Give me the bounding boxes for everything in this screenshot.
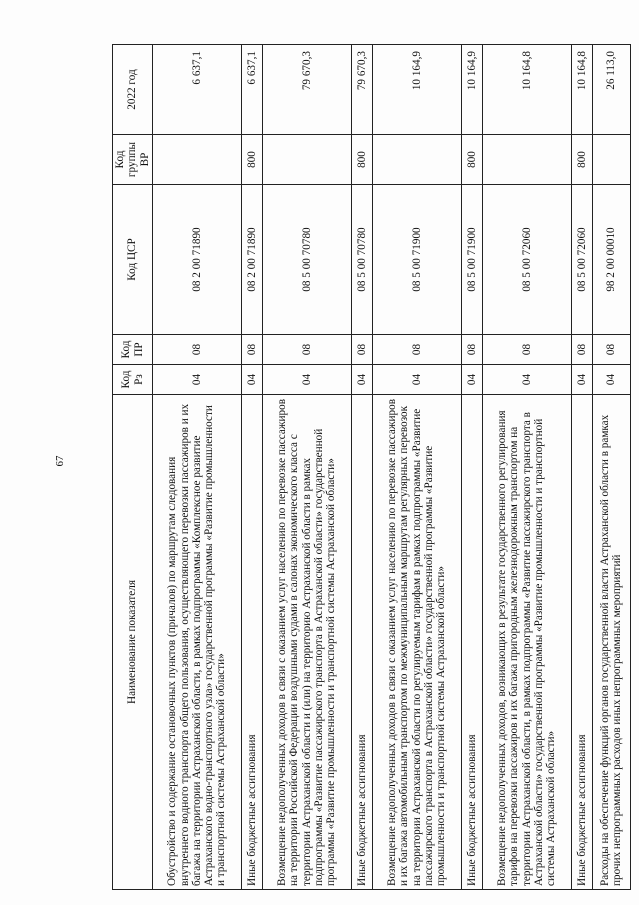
header-vr: Код группы ВР [113,135,153,185]
header-rz: Код Рз [113,365,153,395]
cell-pr: 08 [482,335,571,365]
cell-rz: 04 [571,365,592,395]
cell-name: Иные бюджетные ассигнования [241,395,262,890]
cell-csr: 08 5 00 72060 [571,185,592,335]
cell-name: Возмещение недополученных доходов в связи с оказанием услуг населению по перевозке пассажиров и их багажа автомобильным транспортом по межмуниципальным маршрутам регулярных перевозок на территории Астраханской области по регулируемым тарифам в рамках подпрограммы «Развитие пассажирского транспорта в Астраханской области» государственной программы «Развитие промышленности и транспортной системы Астраханской области» [372,395,461,890]
table-row [372,45,461,890]
cell-vr [372,135,461,185]
header-year: 2022 год [113,45,153,135]
cell-pr: 08 [372,335,461,365]
cell-vr: 800 [241,135,262,185]
cell-rz: 04 [482,365,571,395]
cell-csr: 08 5 00 70780 [262,185,351,335]
cell-rz: 04 [592,365,630,395]
cell-vr: 800 [351,135,372,185]
cell-value: 26 113,0 [592,45,630,135]
cell-csr: 98 2 00 00010 [592,185,630,335]
table-row [262,45,351,890]
budget-table-rotated [112,45,631,890]
page-number: 67 [54,455,66,467]
cell-value: 10 164,8 [571,45,592,135]
cell-pr: 08 [571,335,592,365]
cell-pr: 08 [592,335,630,365]
cell-vr: 800 [461,135,482,185]
cell-csr: 08 5 00 71900 [372,185,461,335]
table-row [571,45,592,890]
cell-name: Возмещение недополученных доходов, возникающих в результате государственного регулирования тарифов на перевозки пассажиров и их багажа пригородным железнодорожным транспортом на территории Астраханской области, в рамках подпрограммы «Развитие пассажирского транспорта в Астраханской области» государственной программы «Развитие промышленности и транспортной системы Астраханской области» [482,395,571,890]
table-row [351,45,372,890]
cell-name: Обустройство и содержание остановочных пунктов (причалов) по маршрутам следования внутреннего водного транспорта общего пользования, осуществляющего перевозки пассажиров и их багажа на территории Астраханской области, в рамках подпрограммы «Комплексное развитие Астраханского водно-транспортного узла» государственной программы «Развитие промышленности и транспортной системы Астраханской области» [153,395,242,890]
cell-pr: 08 [461,335,482,365]
cell-value: 10 164,8 [482,45,571,135]
cell-pr: 08 [153,335,242,365]
header-csr: Код ЦСР [113,185,153,335]
cell-rz: 04 [351,365,372,395]
cell-csr: 08 5 00 70780 [351,185,372,335]
cell-vr [592,135,630,185]
cell-name: Иные бюджетные ассигнования [351,395,372,890]
cell-value: 79 670,3 [351,45,372,135]
cell-csr: 08 2 00 71890 [153,185,242,335]
cell-value: 10 164,9 [461,45,482,135]
cell-value: 10 164,9 [372,45,461,135]
cell-vr [262,135,351,185]
cell-csr: 08 5 00 71900 [461,185,482,335]
cell-pr: 08 [262,335,351,365]
cell-vr: 800 [571,135,592,185]
header-name: Наименование показателя [113,395,153,890]
budget-table [112,44,631,890]
cell-vr [153,135,242,185]
cell-rz: 04 [153,365,242,395]
header-pr: Код ПР [113,335,153,365]
cell-name: Иные бюджетные ассигнования [571,395,592,890]
table-row [461,45,482,890]
cell-pr: 08 [241,335,262,365]
cell-name: Иные бюджетные ассигнования [461,395,482,890]
cell-vr [482,135,571,185]
table-row [592,45,630,890]
table-header-row [113,45,153,890]
cell-value: 6 637,1 [241,45,262,135]
cell-rz: 04 [262,365,351,395]
table-row [241,45,262,890]
cell-value: 6 637,1 [153,45,242,135]
cell-rz: 04 [372,365,461,395]
cell-value: 79 670,3 [262,45,351,135]
cell-name: Возмещение недополученных доходов в связи с оказанием услуг населению по перевозке пассажиров на территории Российской Федерации воздушными судами в салонах экономического класса с территории Астраханской области и (или) на территорию Астраханской области в рамках подпрограммы «Развитие пассажирского транспорта в Астраханской области» государственной программы «Развитие промышленности и транспортной системы Астраханской области» [262,395,351,890]
table-row [153,45,242,890]
cell-csr: 08 2 00 71890 [241,185,262,335]
cell-pr: 08 [351,335,372,365]
cell-rz: 04 [241,365,262,395]
cell-name: Расходы на обеспечение функций органов государственной власти Астраханской области в рамках прочих непрограммных расходов иных непрограммных мероприятий [592,395,630,890]
cell-csr: 08 5 00 72060 [482,185,571,335]
table-row [482,45,571,890]
cell-rz: 04 [461,365,482,395]
